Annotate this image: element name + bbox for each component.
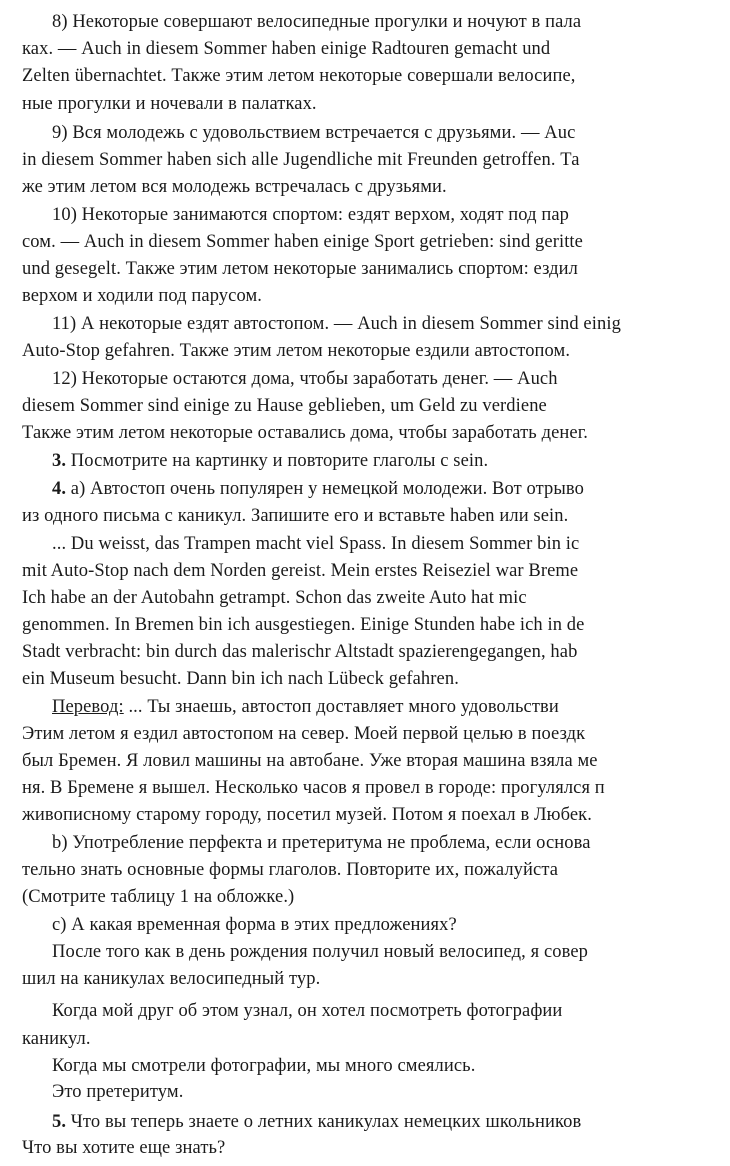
text-line: Когда мой друг об этом узнал, он хотел посмотреть фотографии bbox=[52, 1001, 563, 1021]
text-line: После того как в день рождения получил новый велосипед, я совер bbox=[52, 942, 588, 962]
task-3-line bbox=[52, 449, 488, 473]
text-line: Stadt verbracht: bin durch das malerischr Altstadt spazierengegangen, hab bbox=[22, 642, 578, 662]
text-line: Когда мы смотрели фотографии, мы много смеялись. bbox=[52, 1056, 476, 1076]
text-line: Что вы хотите еще знать? bbox=[22, 1138, 226, 1158]
text-line: Также этим летом некоторые оставались дома, чтобы заработать денег. bbox=[22, 423, 589, 443]
text-line: ках. — Auch in diesem Sommer haben einige Radtouren gemacht und bbox=[22, 39, 551, 59]
text-line: 12) Некоторые остаются дома, чтобы заработать денег. — Auch bbox=[52, 369, 558, 389]
task-3-number: 3. bbox=[52, 451, 67, 471]
text-line: каникул. bbox=[22, 1029, 91, 1049]
text-line: Что вы теперь знаете о летних каникулах немецких школьников bbox=[66, 1112, 582, 1132]
task-5-line bbox=[52, 1110, 581, 1134]
text-line: (Смотрите таблицу 1 на обложке.) bbox=[22, 887, 295, 907]
text-line: шил на каникулах велосипедный тур. bbox=[22, 969, 321, 989]
task-4-number: 4. bbox=[52, 479, 67, 499]
text-line: 9) Вся молодежь с удовольствием встречается с друзьями. — Auc bbox=[52, 123, 576, 143]
text-line: ные прогулки и ночевали в палатках. bbox=[22, 94, 317, 114]
text-line: верхом и ходили под парусом. bbox=[22, 286, 262, 306]
text-line: 11) А некоторые ездят автостопом. — Auch in diesem Sommer sind einig bbox=[52, 314, 621, 334]
text-line: ня. В Бремене я вышел. Несколько часов я провел в городе: прогулялся п bbox=[22, 778, 605, 798]
text-line: mit Auto-Stop nach dem Norden gereist. Mein erstes Reiseziel war Breme bbox=[22, 561, 579, 581]
text-line: Auto-Stop gefahren. Также этим летом некоторые ездили автостопом. bbox=[22, 341, 571, 361]
text-line: из одного письма с каникул. Запишите его и вставьте haben или sein. bbox=[22, 506, 569, 526]
text-line: живописному старому городу, посетил музей. Потом я поехал в Любек. bbox=[22, 805, 593, 825]
text-line: а) Автостоп очень популярен у немецкой молодежи. Вот отрыво bbox=[66, 479, 584, 499]
text-line: 10) Некоторые занимаются спортом: ездят верхом, ходят под пар bbox=[52, 205, 569, 225]
text-line: же этим летом вся молодежь встречалась с друзьями. bbox=[22, 177, 447, 197]
text-line: Посмотрите на картинку и повторите глаголы с sein. bbox=[66, 451, 489, 471]
text-line: был Бремен. Я ловил машины на автобане. Уже вторая машина взяла ме bbox=[22, 751, 598, 771]
task-4-line bbox=[52, 477, 584, 501]
text-line: in diesem Sommer haben sich alle Jugendliche mit Freunden getroffen. Та bbox=[22, 150, 580, 170]
text-line: ... Ты знаешь, автостоп доставляет много удовольстви bbox=[123, 697, 559, 717]
text-line: тельно знать основные формы глаголов. Повторите их, пожалуйста bbox=[22, 860, 559, 880]
text-line: сом. — Auch in diesem Sommer haben einige Sport getrieben: sind geritte bbox=[22, 232, 583, 252]
text-line: Это претеритум. bbox=[52, 1082, 184, 1102]
text-line: 8) Некоторые совершают велосипедные прогулки и ночуют в пала bbox=[52, 12, 582, 32]
text-line: Этим летом я ездил автостопом на север. Моей первой целью в поездк bbox=[22, 724, 586, 744]
translation-line bbox=[52, 695, 559, 719]
text-line: diesem Sommer sind einige zu Hause geblieben, um Geld zu verdiene bbox=[22, 396, 547, 416]
task-5-number: 5. bbox=[52, 1112, 67, 1132]
text-line: ein Museum besucht. Dann bin ich nach Lübeck gefahren. bbox=[22, 669, 459, 689]
text-line: Zelten übernachtet. Также этим летом некоторые совершали велосипе, bbox=[22, 66, 576, 86]
text-line: Ich habe an der Autobahn getrampt. Schon das zweite Auto hat mic bbox=[22, 588, 527, 608]
text-line: und gesegelt. Также этим летом некоторые занимались спортом: ездил bbox=[22, 259, 579, 279]
translation-label: Перевод: bbox=[52, 697, 124, 717]
text-line: ... Du weisst, das Trampen macht viel Spass. In diesem Sommer bin ic bbox=[52, 534, 580, 554]
text-line: с) А какая временная форма в этих предложениях? bbox=[52, 915, 457, 935]
text-line: genommen. In Bremen bin ich ausgestiegen. Einige Stunden habe ich in de bbox=[22, 615, 585, 635]
text-line: b) Употребление перфекта и претеритума не проблема, если основа bbox=[52, 833, 591, 853]
